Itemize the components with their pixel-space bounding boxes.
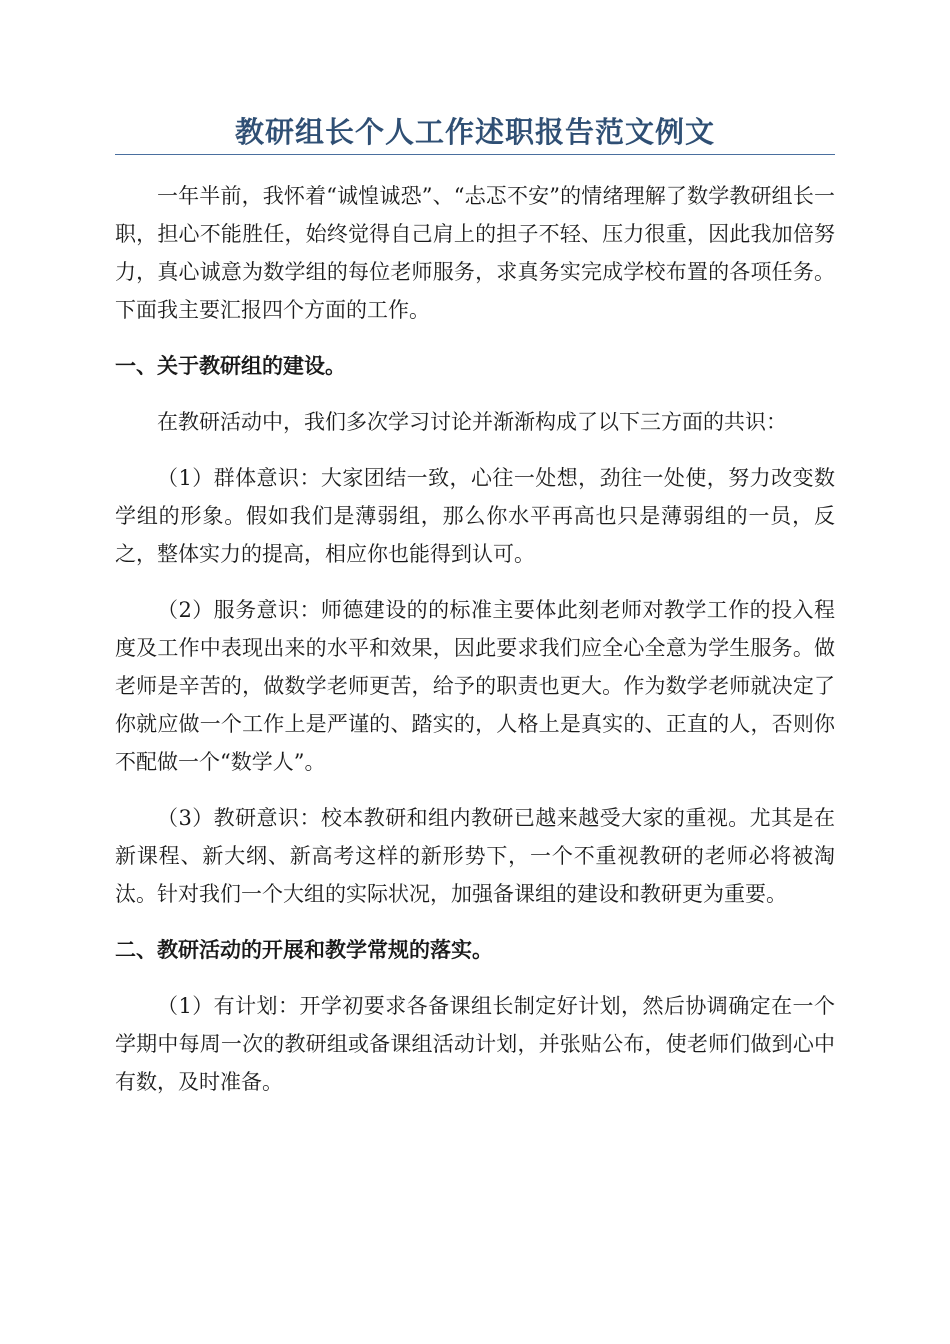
section-1-paragraph-4: （3）教研意识：校本教研和组内教研已越来越受大家的重视。尤其是在新课程、新大纲、新高考这样的新形势下，一个不重视教研的老师必将被淘汰。针对我们一个大组的实际状况，加强备课组的建设和教研更为重要。 <box>115 806 835 906</box>
section-1-paragraph-1: 在教研活动中，我们多次学习讨论并渐渐构成了以下三方面的共识： <box>157 410 787 434</box>
section-2-heading: 二、教研活动的开展和教学常规的落实。 <box>115 937 493 962</box>
document-title: 教研组长个人工作述职报告范文例文 <box>115 112 835 155</box>
section-1-heading: 一、关于教研组的建设。 <box>115 353 346 378</box>
document-page <box>115 112 835 1119</box>
intro-paragraph: 一年半前，我怀着“诚惶诚恐”、“忐忑不安”的情绪理解了数学教研组长一职，担心不能胜任，始终觉得自己肩上的担子不轻、压力很重，因此我加倍努力，真心诚意为数学组的每位老师服务，求真务实完成学校布置的各项任务。下面我主要汇报四个方面的工作。 <box>115 184 835 322</box>
section-1-paragraph-2: （1）群体意识：大家团结一致，心往一处想，劲往一处使，努力改变数学组的形象。假如我们是薄弱组，那么你水平再高也只是薄弱组的一员，反之，整体实力的提高，相应你也能得到认可。 <box>115 466 835 566</box>
section-2-paragraph-1: （1）有计划：开学初要求各备课组长制定好计划，然后协调确定在一个学期中每周一次的教研组或备课组活动计划，并张贴公布，使老师们做到心中有数，及时准备。 <box>115 994 835 1094</box>
section-1-paragraph-3: （2）服务意识：师德建设的的标准主要体此刻老师对教学工作的投入程度及工作中表现出来的水平和效果，因此要求我们应全心全意为学生服务。做老师是辛苦的，做数学老师更苦，给予的职责也更大。作为数学老师就决定了你就应做一个工作上是严谨的、踏实的，人格上是真实的、正直的人，否则你不配做一个“数学人”。 <box>115 598 835 774</box>
